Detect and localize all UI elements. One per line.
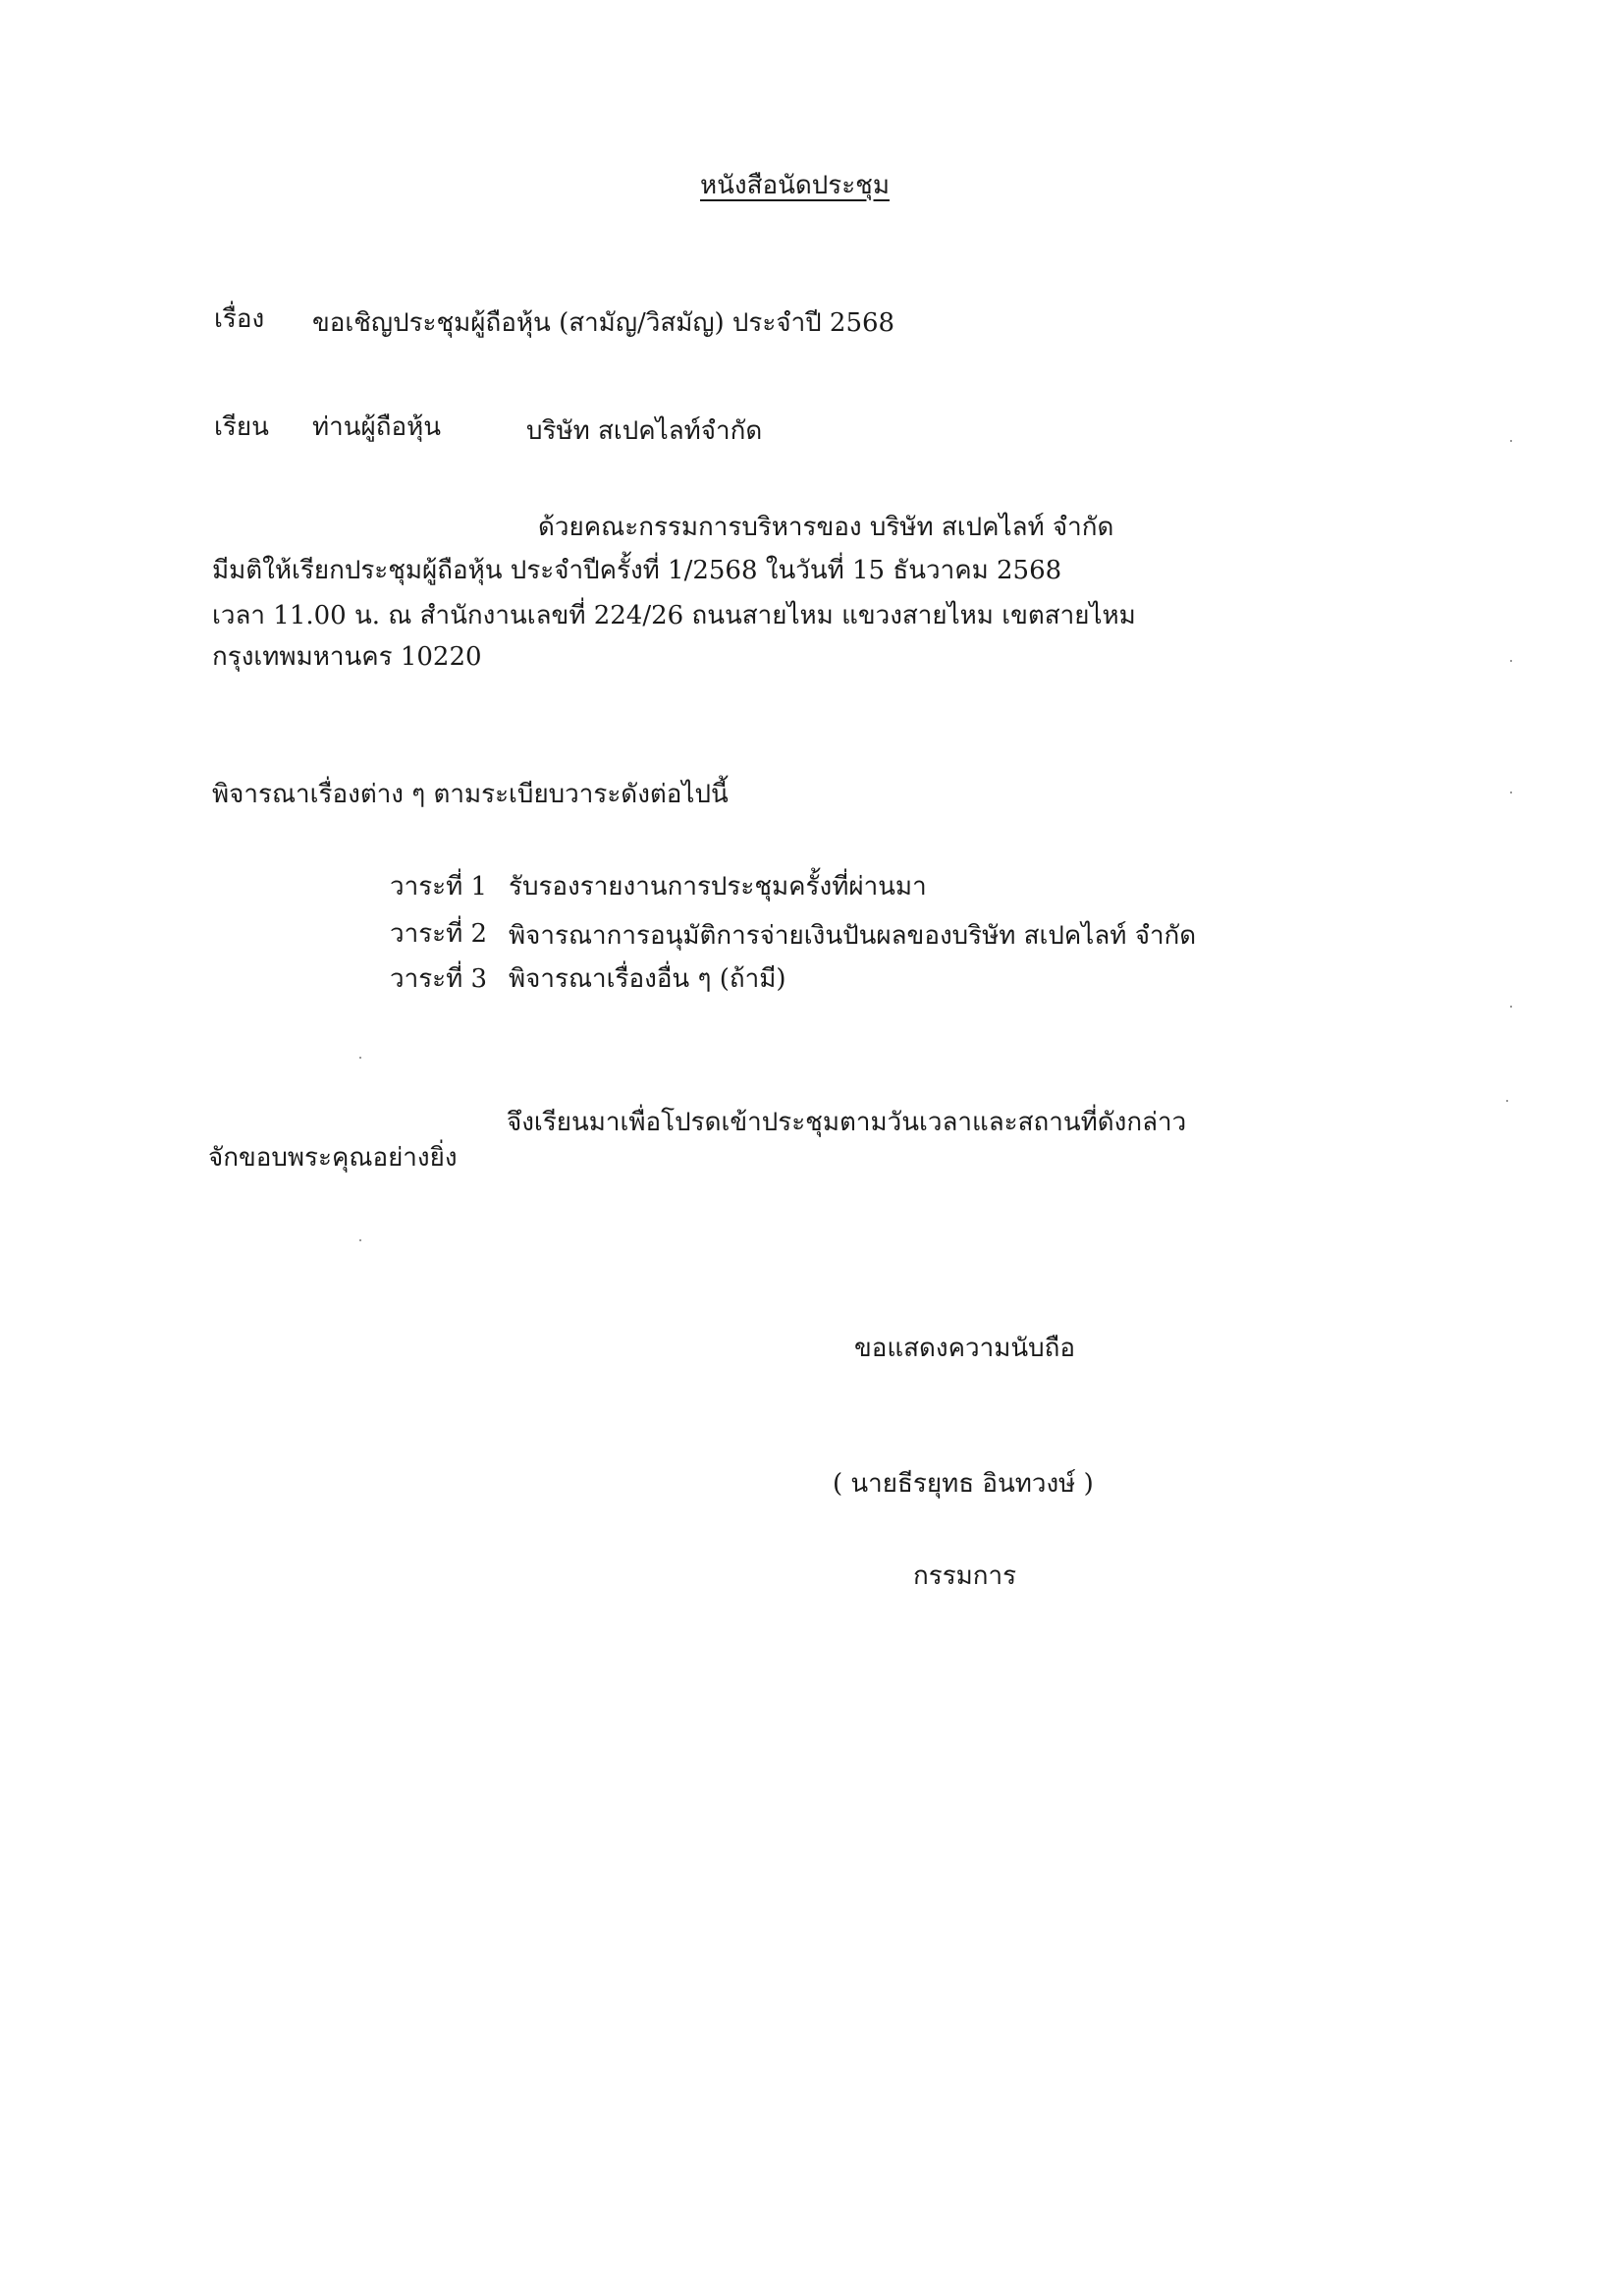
agenda-item-3-text: พิจารณาเรื่องอื่น ๆ (ถ้ามี) xyxy=(509,964,786,994)
signature-position: กรรมการ xyxy=(913,1561,1017,1591)
recipient-text: ท่านผู้ถือหุ้น xyxy=(312,412,442,442)
agenda-item-3-label: วาระที่ 3 xyxy=(390,964,488,994)
scan-speck xyxy=(1510,792,1512,793)
agenda-item-1-text: รับรองรายงานการประชุมครั้งที่ผ่านมา xyxy=(509,872,927,902)
document-title: หนังสือนัดประชุม xyxy=(700,171,890,200)
closing-line-1: จึงเรียนมาเพื่อโปรดเข้าประชุมตามวันเวลาและสถานที่ดังกล่าว xyxy=(507,1108,1187,1137)
body-line-2: มีมติให้เรียกประชุมผู้ถือหุ้น ประจำปีครั้งที่ 1/2568 ในวันที่ 15 ธันวาคม 2568 xyxy=(212,556,1062,585)
scan-speck xyxy=(1510,440,1512,442)
scan-speck xyxy=(1510,1006,1512,1008)
scan-speck xyxy=(1510,660,1512,662)
scan-speck xyxy=(359,1057,361,1059)
body-line-4: กรุงเทพมหานคร 10220 xyxy=(212,642,482,672)
recipient-label: เรียน xyxy=(214,412,269,442)
recipient-company: บริษัท สเปคไลท์จำกัด xyxy=(526,416,763,446)
body-line-1: ด้วยคณะกรรมการบริหารของ บริษัท สเปคไลท์ จำกัด xyxy=(538,513,1114,542)
agenda-intro: พิจารณาเรื่องต่าง ๆ ตามระเบียบวาระดังต่อไปนี้ xyxy=(212,780,729,809)
subject-text: ขอเชิญประชุมผู้ถือหุ้น (สามัญ/วิสมัญ) ประจำปี 2568 xyxy=(312,308,895,338)
signature-name: ( นายธีรยุทธ อินทวงษ์ ) xyxy=(833,1469,1094,1499)
signature-regards: ขอแสดงความนับถือ xyxy=(854,1334,1075,1363)
scan-speck xyxy=(359,1239,361,1241)
scan-speck xyxy=(1506,1100,1508,1102)
body-line-3: เวลา 11.00 น. ณ สำนักงานเลขที่ 224/26 ถนนสายไหม แขวงสายไหม เขตสายไหม xyxy=(212,601,1136,630)
agenda-item-2-label: วาระที่ 2 xyxy=(390,919,488,949)
agenda-item-2-text: พิจารณาการอนุมัติการจ่ายเงินปันผลของบริษัท สเปคไลท์ จำกัด xyxy=(509,921,1197,951)
closing-line-2: จักขอบพระคุณอย่างยิ่ง xyxy=(208,1143,458,1173)
subject-label: เรื่อง xyxy=(214,304,265,334)
agenda-item-1-label: วาระที่ 1 xyxy=(390,872,488,902)
